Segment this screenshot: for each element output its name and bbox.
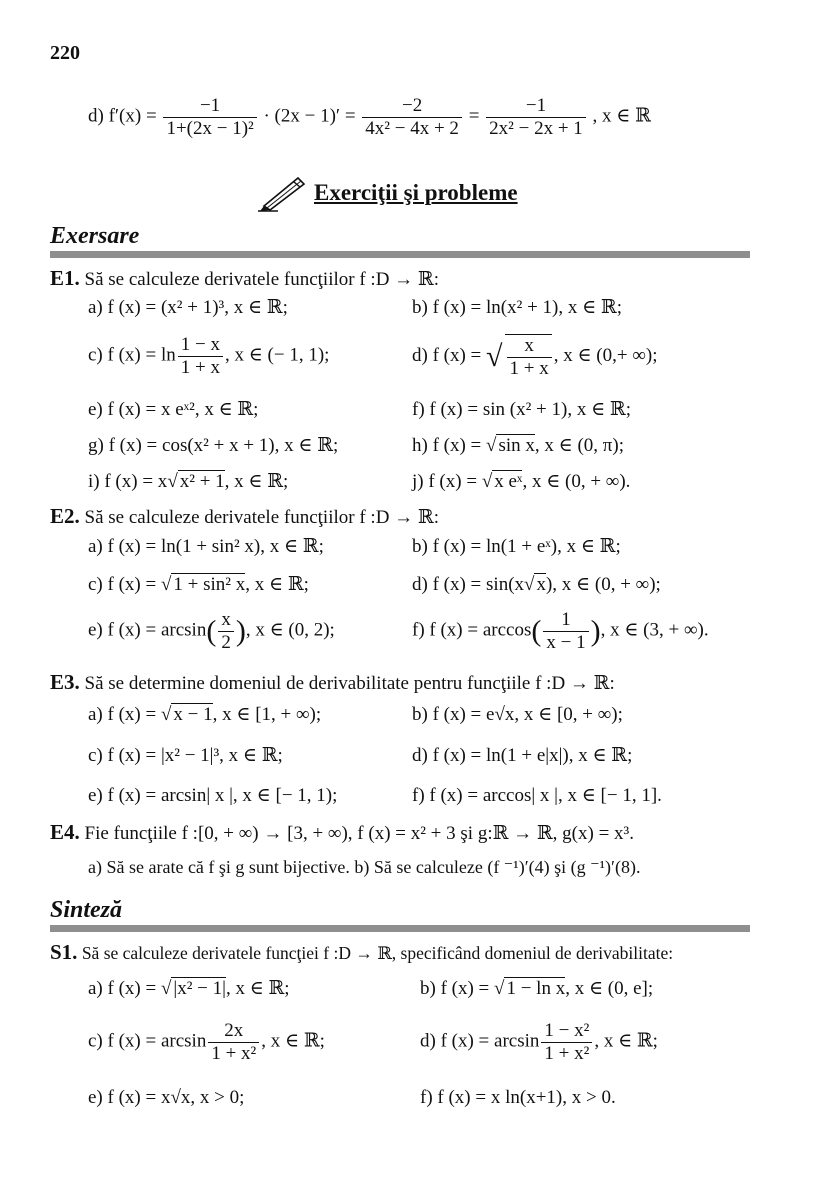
E2-f-pre: f) f (x) = arccos [412,619,532,641]
exercise-label: E3. [50,670,80,694]
exercise-text: Să se calculeze derivatele funcţiilor f :D → ℝ: [84,507,439,528]
E2-f-post: , x ∈ (3, + ∞). [600,619,709,641]
intro-f1-num: −1 [163,95,256,118]
E2-f-frac [543,609,588,654]
S1-d-frac [541,1020,592,1065]
intro-mid: · (2x − 1)′ = [263,105,356,127]
E1-i-rad: x² + 1 [179,471,225,492]
E2-c-pre: c) f (x) = [88,574,157,595]
paren-right: ) [590,614,601,648]
E1-g: g) f (x) = cos(x² + x + 1), x ∈ ℝ; [88,435,339,456]
E1-c-pre: c) f (x) = ln [88,344,176,366]
E1-d [412,334,657,380]
exercise-text: Să se calculeze derivatele funcţiilor f :D → ℝ: [84,269,439,290]
E2-b: b) f (x) = ln(1 + eˣ), x ∈ ℝ; [412,536,621,557]
S1-a-pre: a) f (x) = [88,978,157,999]
E2-a: a) f (x) = ln(1 + sin² x), x ∈ ℝ; [88,536,324,557]
E1-h: h) f (x) = √ sin x, x ∈ (0, π); [412,435,624,456]
E1-i-pre: i) f (x) = x [88,471,168,492]
E2-d-rad: x [536,574,546,595]
intro-f3-den: 2x² − 2x + 1 [489,117,583,139]
E2-e-pre: e) f (x) = arcsin [88,619,207,641]
E1-e: e) f (x) = x eˣ², x ∈ ℝ; [88,399,259,420]
E2-d-pre: d) f (x) = sin(x [412,574,525,595]
section-divider [50,251,750,258]
exercise-label: E1. [50,266,80,290]
intro-eq: = [468,105,480,127]
E3-c: c) f (x) = |x² − 1|³, x ∈ ℝ; [88,745,283,766]
E1-d-pre: d) f (x) = [412,345,482,367]
E1-f: f) f (x) = sin (x² + 1), x ∈ ℝ; [412,399,631,420]
S1-b: b) f (x) = √ 1 − ln x, x ∈ (0, e]; [420,978,654,999]
S1-c-den: 1 + x² [211,1042,257,1064]
S1-c [88,1020,325,1065]
E3-e: e) f (x) = arcsin| x |, x ∈ [− 1, 1); [88,785,338,806]
S1-d-den: 1 + x² [544,1042,590,1064]
pencil-icon [258,172,310,212]
section-exersare: Exersare [50,223,140,249]
section-divider [50,925,750,932]
S1-c-num: 2x [208,1020,259,1043]
E2-d: d) f (x) = sin(x√ x), x ∈ (0, + ∞); [412,574,661,595]
E2-d-post: ), x ∈ (0, + ∞); [545,574,661,595]
E1-c-frac [178,334,223,379]
E2-f [412,609,709,654]
E3-a-post: , x ∈ [1, + ∞); [212,704,322,725]
E3-a: a) f (x) = √ x − 1, x ∈ [1, + ∞); [88,704,322,725]
E1-h-rad: sin x [498,435,535,456]
E2-c-post: , x ∈ ℝ; [245,574,309,595]
E4-line2: a) Să se arate că f şi g sunt bijective. b) Să se calculeze (f ⁻¹)′(4) şi (g ⁻¹)′(8). [88,857,641,877]
S1-c-post: , x ∈ ℝ; [261,1030,325,1052]
exercise-text: Fie funcţiile f :[0, + ∞) → [3, + ∞), f (x) = x² + 3 şi g:ℝ → ℝ, g(x) = x³. [84,823,634,844]
E1-j: j) f (x) = √ x eˣ, x ∈ (0, + ∞). [412,471,631,492]
E1-h-post: , x ∈ (0, π); [534,435,624,456]
exercise-label: S1. [50,940,78,964]
S1-d-post: , x ∈ ℝ; [594,1030,658,1052]
E1-d-den: 1 + x [509,357,549,379]
intro-f2-num: −2 [362,95,462,118]
intro-fraction-2 [362,95,462,140]
page-title: Exerciţii şi probleme [314,180,518,205]
intro-label: d) f′(x) = [88,105,157,127]
E1-c [88,334,329,379]
E2-e-num: x [218,609,234,632]
E3-a-pre: a) f (x) = [88,704,157,725]
S1-e: e) f (x) = x√x, x > 0; [88,1087,245,1108]
E3-a-rad: x − 1 [173,704,213,725]
E1-j-pre: j) f (x) = [412,471,478,492]
E2-e-post: , x ∈ (0, 2); [245,619,335,641]
exercise-E2-header [50,504,439,529]
E1-j-rad: x eˣ [494,471,523,492]
E1-i-post: , x ∈ ℝ; [224,471,289,492]
E1-d-post: , x ∈ (0,+ ∞); [553,345,658,367]
E2-e-frac [218,609,234,654]
intro-fraction-1 [163,95,256,140]
page-number: 220 [50,42,80,64]
sqrt-sign: √ [486,339,503,373]
S1-c-pre: c) f (x) = arcsin [88,1030,207,1052]
S1-b-post: , x ∈ (0, e]; [565,978,654,999]
paren-left: ( [531,614,542,648]
intro-fraction-3 [486,95,586,140]
S1-a: a) f (x) = √ |x² − 1|, x ∈ ℝ; [88,978,290,999]
intro-f2-den: 4x² − 4x + 2 [365,117,459,139]
S1-b-rad: 1 − ln x [506,978,566,999]
E1-c-post: , x ∈ (− 1, 1); [224,344,330,366]
exercise-label: E4. [50,820,80,844]
S1-b-pre: b) f (x) = [420,978,490,999]
E2-c: c) f (x) = √ 1 + sin² x, x ∈ ℝ; [88,574,309,595]
intro-tail: , x ∈ ℝ [592,105,651,127]
E1-i: i) f (x) = x√ x² + 1, x ∈ ℝ; [88,471,289,492]
S1-a-post: , x ∈ ℝ; [225,978,290,999]
E1-d-frac [505,334,552,380]
paren-right: ) [235,614,246,648]
intro-formula [88,95,651,140]
S1-a-rad: |x² − 1| [173,978,226,999]
S1-d [420,1020,658,1065]
E1-h-pre: h) f (x) = [412,435,482,456]
E2-e [88,609,335,654]
E3-f: f) f (x) = arccos| x |, x ∈ [− 1, 1]. [412,785,662,806]
E2-f-num: 1 [543,609,588,632]
E3-d: d) f (x) = ln(1 + e|x|), x ∈ ℝ; [412,745,633,766]
exercise-E1-header [50,266,439,291]
S1-d-pre: d) f (x) = arcsin [420,1030,540,1052]
exercise-E3-header [50,670,615,695]
E1-j-post: , x ∈ (0, + ∞). [522,471,631,492]
E1-b: b) f (x) = ln(x² + 1), x ∈ ℝ; [412,297,623,318]
paren-left: ( [206,614,217,648]
intro-f3-num: −1 [486,95,586,118]
S1-d-num: 1 − x² [541,1020,592,1043]
section-sinteza: Sinteză [50,897,123,923]
E1-c-num: 1 − x [178,334,223,357]
intro-f1-den: 1+(2x − 1)² [166,117,254,139]
exercise-text: Să se determine domeniul de derivabilitate pentru funcţiile f :D → ℝ: [84,673,615,694]
S1-c-frac [208,1020,259,1065]
E2-f-den: x − 1 [546,631,586,653]
exercise-E4-header [50,820,634,845]
E3-b: b) f (x) = e√x, x ∈ [0, + ∞); [412,704,623,725]
E2-e-den: 2 [221,631,231,653]
E1-d-num: x [507,335,552,358]
exercise-S1-header [50,940,673,965]
E1-a: a) f (x) = (x² + 1)³, x ∈ ℝ; [88,297,288,318]
E2-c-rad: 1 + sin² x [173,574,246,595]
E1-c-den: 1 + x [180,356,220,378]
S1-f: f) f (x) = x ln(x+1), x > 0. [420,1087,616,1108]
exercise-text: Să se calculeze derivatele funcţiei f :D → ℝ, specificând domeniul de derivabilitate: [81,943,674,963]
exercise-label: E2. [50,504,80,528]
